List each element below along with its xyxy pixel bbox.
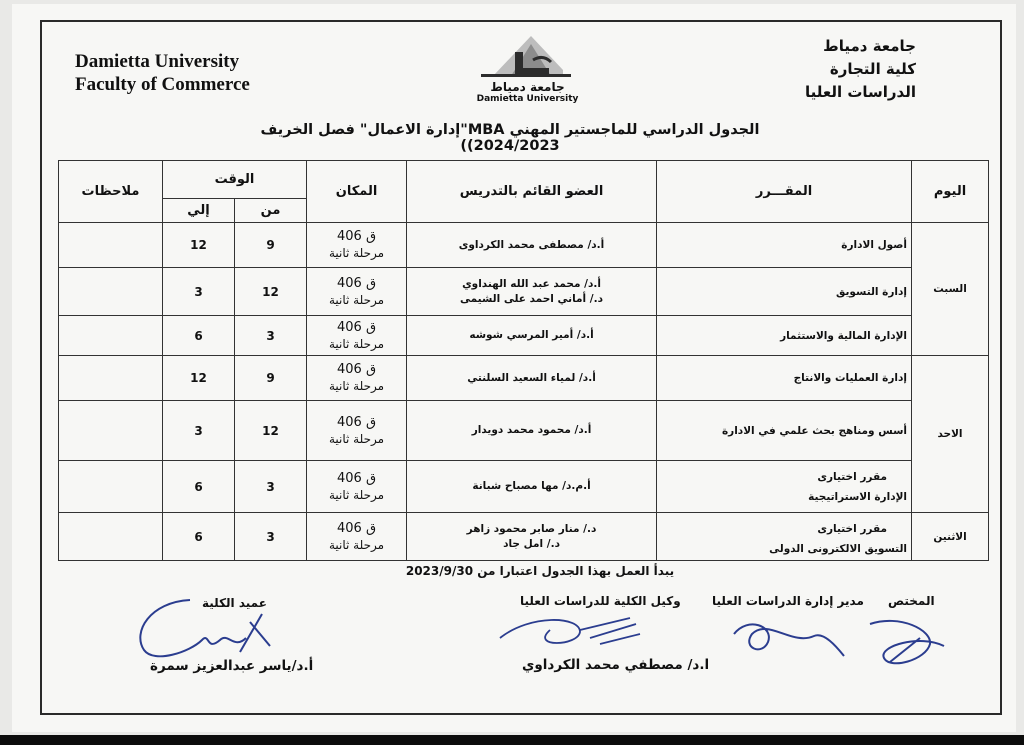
- place-cell: [307, 223, 407, 268]
- university-name-en: Damietta University: [75, 51, 240, 72]
- faculty-name-ar: كلية التجارة: [829, 60, 916, 78]
- member-cell: [407, 513, 657, 561]
- logo-text-en: Damietta University: [476, 94, 579, 104]
- time-to-cell: 3: [163, 268, 235, 316]
- header-to: إلي: [163, 199, 235, 223]
- start-date-note: يبدأ العمل بهذا الجدول اعتبارا من 2023/9/30: [405, 564, 675, 578]
- time-from-cell: 12: [235, 401, 307, 461]
- room-number: ق 406: [336, 275, 377, 291]
- notes-cell: [59, 356, 163, 401]
- course-cell: الإدارة المالية والاستثمار: [657, 316, 912, 356]
- vice-dean-name: ا.د/ مصطفي محمد الكرداوي: [522, 657, 710, 673]
- time-to-cell: 12: [163, 223, 235, 268]
- director-signature-icon: [728, 612, 848, 667]
- time-to-cell: 12: [163, 356, 235, 401]
- course-cell: أسس ومناهج بحث علمي في الادارة: [657, 401, 912, 461]
- department-name-ar: الدراسات العليا: [804, 83, 916, 101]
- stage-label: مرحلة ثانية: [328, 537, 385, 552]
- member-name: أ.د/ أمير المرسي شوشه: [469, 329, 594, 341]
- member-cell: [407, 356, 657, 401]
- time-to-cell: 6: [163, 513, 235, 561]
- course-name: التسويق الالكترونى الدولى: [769, 543, 908, 555]
- member-cell: [407, 268, 657, 316]
- room-number: ق 406: [336, 520, 377, 536]
- room-number: ق 406: [336, 362, 377, 377]
- notes-cell: [59, 401, 163, 461]
- stage-label: مرحلة ثانية: [328, 487, 385, 502]
- faculty-name-en: Faculty of Commerce: [75, 74, 250, 95]
- logo-mark-icon: [473, 30, 583, 82]
- member-name-2: د./ امل جاد: [503, 537, 560, 550]
- member-name: أ.د/ مصطفى محمد الكرداوى: [458, 238, 605, 251]
- time-from-cell: 3: [235, 461, 307, 513]
- course-cell: [657, 461, 912, 513]
- room-number: ق 406: [336, 470, 377, 486]
- table-row: [59, 461, 989, 513]
- time-from-cell: 3: [235, 513, 307, 561]
- table-row: [59, 513, 989, 561]
- table-row: [59, 223, 989, 268]
- stage-label: مرحلة ثانية: [328, 379, 385, 393]
- table-row: [59, 401, 989, 461]
- time-to-cell: 6: [163, 316, 235, 356]
- notes-cell: [59, 268, 163, 316]
- stage-label: مرحلة ثانية: [328, 292, 385, 307]
- stage-label: مرحلة ثانية: [328, 246, 385, 260]
- table-row: [59, 316, 989, 356]
- university-name-ar: جامعة دمياط: [823, 37, 916, 55]
- member-cell: [407, 401, 657, 461]
- time-from-cell: 9: [235, 223, 307, 268]
- member-name-2: د./ أماني احمد على الشيمى: [460, 292, 603, 305]
- time-from-cell: 9: [235, 356, 307, 401]
- time-to-cell: 6: [163, 461, 235, 513]
- course-cell: أصول الادارة: [657, 223, 912, 268]
- member-name: أ.م.د/ مها مصباح شبانة: [472, 480, 591, 492]
- course-cell: إدارة التسويق: [657, 268, 912, 316]
- member-name: أ.د/ محمد عبد الله الهنداوي: [462, 277, 601, 290]
- notes-cell: [59, 513, 163, 561]
- director-label: مدير إدارة الدراسات العليا: [712, 594, 864, 608]
- place-cell: [307, 461, 407, 513]
- logo-text-ar: جامعة دمياط: [490, 80, 565, 94]
- course-cell: إدارة العمليات والانتاج: [657, 356, 912, 401]
- header-english: [75, 50, 250, 96]
- schedule-table: [58, 160, 989, 561]
- table-row: [59, 356, 989, 401]
- notes-cell: [59, 223, 163, 268]
- room-number: ق 406: [336, 319, 377, 335]
- day-cell: السبت: [912, 223, 989, 356]
- course-elective-label: مقرر اختيارى: [817, 523, 888, 535]
- vice-dean-label: وكيل الكلية للدراسات العليا: [520, 594, 681, 608]
- schedule-title: الجدول الدراسي للماجستير المهني MBA"إدارة الاعمال" فصل الخريف 2024/2023)): [260, 122, 760, 154]
- time-from-cell: 12: [235, 268, 307, 316]
- room-number: ق 406: [336, 414, 377, 430]
- notes-cell: [59, 316, 163, 356]
- header-place: المكان: [307, 161, 407, 223]
- header-arabic: [805, 35, 916, 104]
- university-logo: [470, 30, 585, 110]
- vice-dean-signature-icon: [490, 608, 650, 653]
- scan-edge: [0, 735, 1024, 745]
- course-cell: [657, 513, 912, 561]
- place-cell: [307, 401, 407, 461]
- header-time: الوقت: [163, 161, 307, 199]
- stage-label: مرحلة ثانية: [328, 431, 385, 446]
- day-cell: الاحد: [912, 356, 989, 513]
- place-cell: [307, 356, 407, 401]
- table-header-row: [59, 161, 989, 199]
- time-to-cell: 3: [163, 401, 235, 461]
- room-number: ق 406: [336, 229, 377, 244]
- header-course: المقـــرر: [657, 161, 912, 223]
- course-elective-label: مقرر اختيارى: [817, 471, 888, 483]
- place-cell: [307, 513, 407, 561]
- member-name: د./ منار صابر محمود زاهر: [466, 522, 597, 535]
- notes-cell: [59, 461, 163, 513]
- dean-name: أ.د/ياسر عبدالعزيز سمرة: [150, 658, 314, 674]
- time-from-cell: 3: [235, 316, 307, 356]
- dean-signature-icon: [130, 592, 300, 672]
- table-row: [59, 268, 989, 316]
- dean-label: عميد الكلية: [202, 596, 267, 610]
- member-name: أ.د/ محمود محمد دويدار: [471, 424, 592, 436]
- member-name: أ.د/ لمياء السعيد السلنتي: [467, 371, 596, 384]
- specialist-label: المختص: [888, 594, 935, 608]
- place-cell: [307, 268, 407, 316]
- member-cell: [407, 316, 657, 356]
- member-cell: [407, 223, 657, 268]
- stage-label: مرحلة ثانية: [328, 336, 385, 351]
- specialist-signature-icon: [860, 610, 950, 680]
- course-name: الإدارة الاستراتيجية: [808, 491, 908, 503]
- header-day: اليوم: [912, 161, 989, 223]
- header-notes: ملاحظات: [59, 161, 163, 223]
- member-cell: [407, 461, 657, 513]
- place-cell: [307, 316, 407, 356]
- header-from: من: [235, 199, 307, 223]
- day-cell: الاثنين: [912, 513, 989, 561]
- header-member: العضو القائم بالتدريس: [407, 161, 657, 223]
